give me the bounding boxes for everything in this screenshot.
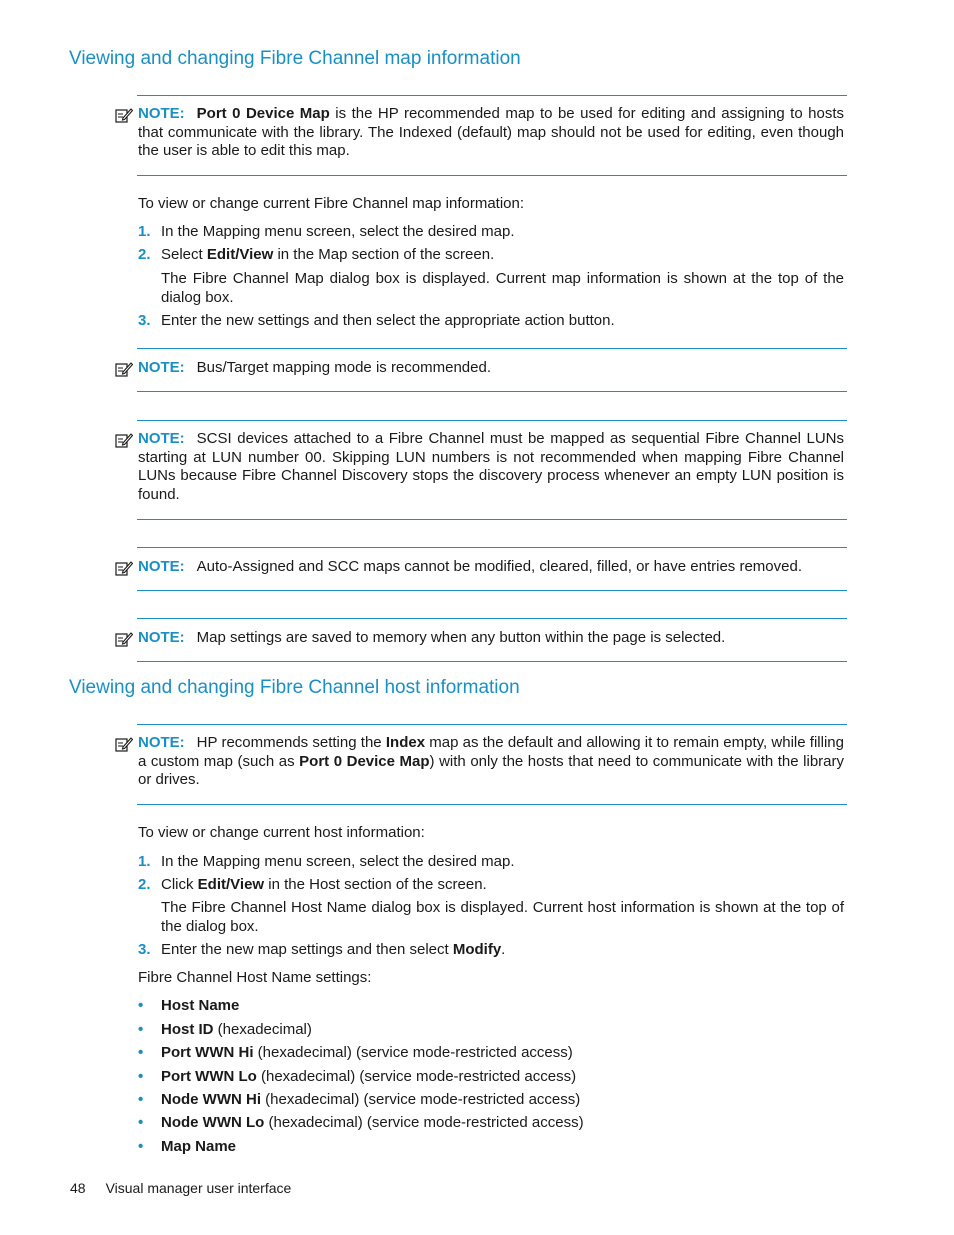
step-number: 2. — [138, 246, 151, 263]
note-divider — [137, 420, 847, 421]
step-item — [138, 853, 844, 872]
bullet-icon: • — [138, 1138, 144, 1155]
bullet-icon: • — [138, 1044, 144, 1061]
procedure-intro: To view or change current Fibre Channel map information: — [138, 195, 525, 212]
procedure-intro: To view or change current host information: — [138, 824, 425, 841]
note-divider — [137, 348, 847, 349]
note-text: Bus/Target mapping mode is recommended. — [196, 359, 491, 376]
note-divider — [137, 547, 847, 548]
page-number: 48 — [70, 1180, 86, 1196]
step-number: 1. — [138, 853, 151, 870]
ui-term: Modify — [452, 941, 502, 958]
note-text: SCSI devices attached to a Fibre Channel must be mapped as sequential Fibre Channel LUNs starting at LUN number 00. Skipping LUN numbers is not recommended when mapping Fibre Channel LUNs because Fibre Channel Discovery stops the discovery process whenever an empty LUN position is found. — [138, 430, 844, 503]
note-divider — [137, 590, 847, 591]
list-item — [138, 997, 239, 1016]
note-pencil-icon — [115, 631, 133, 647]
ui-term: Edit/View — [206, 246, 274, 263]
note-label: NOTE: — [138, 105, 185, 122]
note-pencil-icon — [115, 361, 133, 377]
list-item — [138, 1068, 576, 1087]
note-label: NOTE: — [138, 359, 185, 376]
note-text: is the HP recommended map to be used for editing and assigning to hosts that communicate with the library. The Indexed (default) map should not be used for editing, even though the user is able to edit this map. — [138, 105, 844, 160]
step-text: Enter the new map settings and then select — [161, 941, 453, 958]
bullet-icon: • — [138, 1091, 144, 1108]
note-label: NOTE: — [138, 558, 185, 575]
step-number: 3. — [138, 312, 151, 329]
note-divider — [137, 804, 847, 805]
list-item — [138, 1044, 573, 1063]
note-text: ) with only the hosts that need to communicate with the library or drives. — [138, 752, 844, 789]
footer-title: Visual manager user interface — [105, 1180, 292, 1196]
note-pencil-icon — [115, 736, 133, 752]
step-text: In the Mapping menu screen, select the desired map. — [161, 223, 515, 240]
step-text: Click — [161, 876, 198, 893]
list-item — [138, 1138, 236, 1157]
note-divider — [137, 618, 847, 619]
list-item — [138, 1114, 584, 1133]
bullet-icon: • — [138, 1114, 144, 1131]
list-item — [138, 1021, 312, 1040]
note-divider — [137, 175, 847, 176]
setting-detail: (hexadecimal) — [213, 1021, 312, 1038]
note-text: Auto-Assigned and SCC maps cannot be modified, cleared, filled, or have entries removed. — [196, 558, 802, 575]
step-item — [138, 876, 844, 895]
note-divider — [137, 519, 847, 520]
note-pencil-icon — [115, 560, 133, 576]
note-bus-target — [138, 359, 844, 378]
note-text: HP recommends setting the — [196, 734, 386, 751]
note-port0-map — [138, 105, 844, 161]
step-text: in the Host section of the screen. — [264, 876, 487, 893]
note-divider — [137, 661, 847, 662]
step-item — [138, 312, 844, 331]
step-number: 1. — [138, 223, 151, 240]
ui-term: Edit/View — [197, 876, 265, 893]
note-text: map as the default and allowing it to remain empty, while filling a custom map (such as — [138, 734, 844, 770]
step-number: 2. — [138, 876, 151, 893]
bullet-icon: • — [138, 1021, 144, 1038]
setting-detail: (hexadecimal) (service mode-restricted access) — [264, 1114, 584, 1131]
step-number: 3. — [138, 941, 151, 958]
step-text: Select — [161, 246, 207, 263]
step-detail: The Fibre Channel Host Name dialog box is displayed. Current host information is shown at the top of the dialog box. — [161, 899, 844, 935]
note-scsi-luns — [138, 430, 844, 504]
note-label: NOTE: — [138, 430, 185, 447]
note-label: NOTE: — [138, 629, 185, 646]
step-text: . — [501, 941, 506, 958]
setting-name: Map Name — [161, 1138, 237, 1155]
note-bold-term: Port 0 Device Map — [196, 105, 330, 122]
setting-name: Port WWN Hi — [161, 1044, 254, 1061]
note-bold-term: Port 0 Device Map — [299, 752, 430, 770]
note-text: Map settings are saved to memory when any button within the page is selected. — [196, 629, 726, 646]
setting-name: Node WWN Hi — [161, 1091, 261, 1108]
setting-detail: (hexadecimal) (service mode-restricted access) — [256, 1068, 577, 1085]
note-divider — [137, 391, 847, 392]
step-item — [138, 223, 844, 242]
list-item — [138, 1091, 580, 1110]
step-item — [138, 941, 844, 960]
section-heading-map: Viewing and changing Fibre Channel map information — [69, 48, 521, 69]
step-detail: The Fibre Channel Map dialog box is displayed. Current map information is shown at the top of the dialog box. — [161, 270, 844, 306]
note-label: NOTE: — [138, 734, 185, 751]
settings-intro: Fibre Channel Host Name settings: — [138, 969, 372, 986]
step-item — [138, 246, 844, 265]
page-footer — [70, 1179, 291, 1198]
step-text: Enter the new settings and then select the appropriate action button. — [161, 312, 615, 329]
bullet-icon: • — [138, 1068, 144, 1085]
setting-name: Port WWN Lo — [161, 1068, 257, 1085]
note-auto-assigned — [138, 558, 844, 577]
note-pencil-icon — [115, 107, 133, 123]
setting-name: Node WWN Lo — [161, 1114, 265, 1131]
note-pencil-icon — [115, 432, 133, 448]
note-divider — [137, 724, 847, 725]
note-bold-term: Index — [385, 734, 426, 751]
setting-name: Host ID — [161, 1021, 214, 1038]
step-text: In the Mapping menu screen, select the desired map. — [161, 853, 515, 870]
note-divider — [137, 95, 847, 96]
step-text: in the Map section of the screen. — [273, 246, 495, 263]
note-index-map — [138, 734, 844, 790]
setting-detail: (hexadecimal) (service mode-restricted access) — [260, 1091, 581, 1108]
bullet-icon: • — [138, 997, 144, 1014]
section-heading-host: Viewing and changing Fibre Channel host information — [69, 677, 520, 698]
setting-detail: (hexadecimal) (service mode-restricted access) — [253, 1044, 573, 1061]
note-map-settings — [138, 629, 844, 648]
setting-name: Host Name — [161, 997, 240, 1014]
